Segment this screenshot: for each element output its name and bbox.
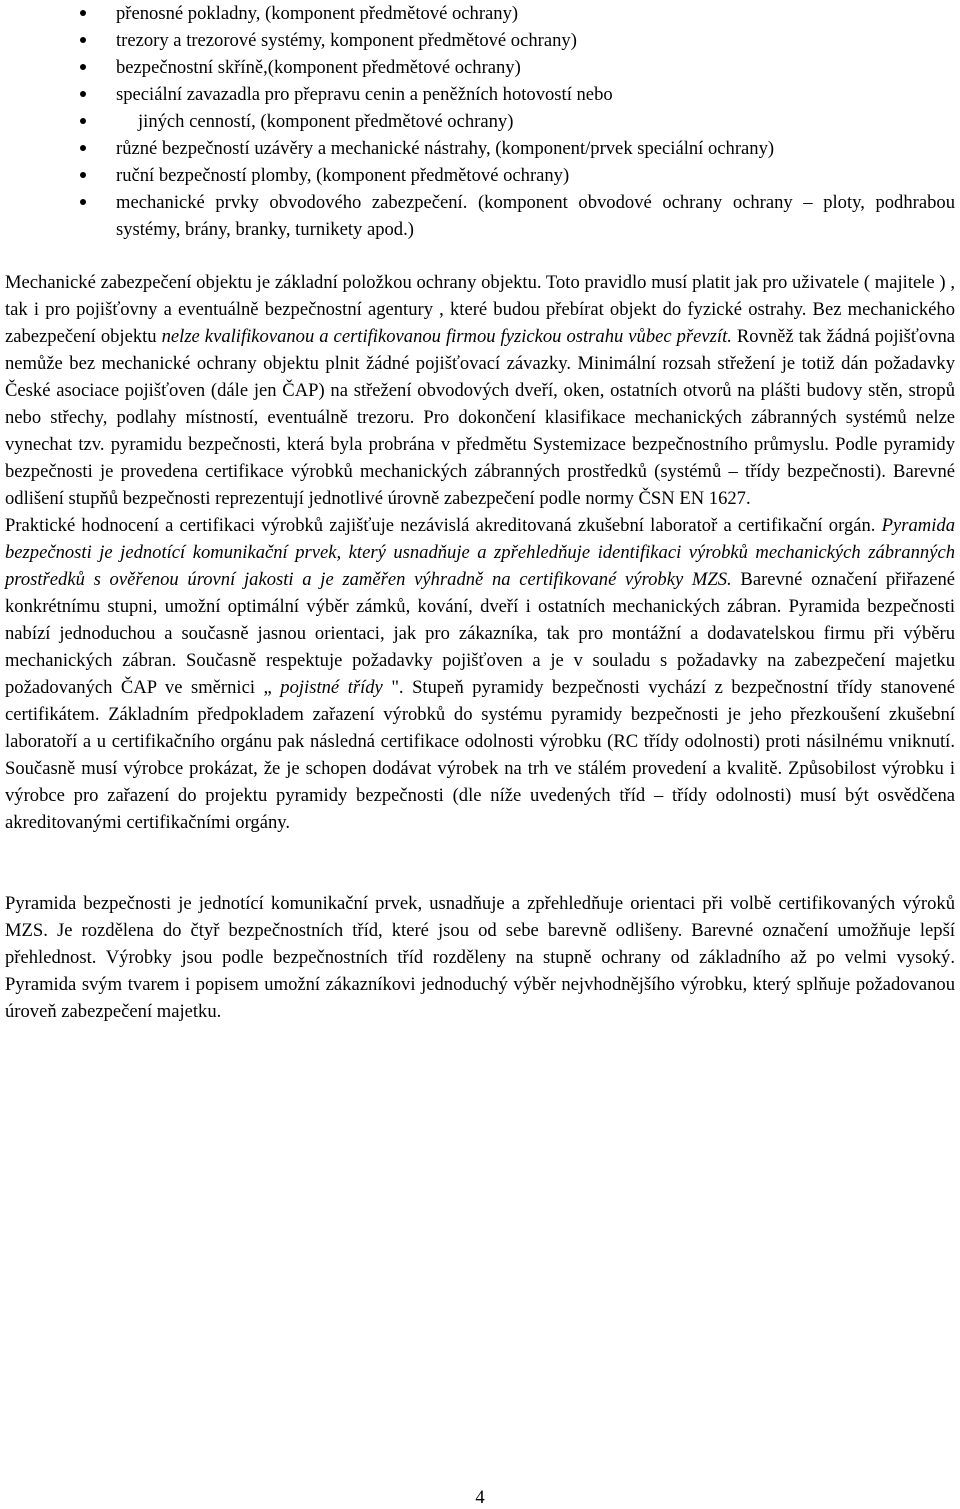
list-item: trezory a trezorové systémy, komponent předmětové ochrany) bbox=[5, 27, 955, 54]
paragraph-certification: Praktické hodnocení a certifikaci výrobků zajišťuje nezávislá akreditovaná zkušební laboratoř a certifikační orgán. Pyramida bezpečnosti je jednotící komunikační prvek, který usnadňuje a zpřehledňuje identifikaci výrobků mechanických zábranných prostředků s ověřenou úrovní jakosti a je zaměřen výhradně na certifikované výrobky MZS. Barevné označení přiřazené konkrétnímu stupni, umožní optimální výběr zámků, kování, dveří i ostatních mechanických zábran. Pyramida bezpečnosti nabízí jednoduchou a současně jasnou orientaci, jak pro zákazníka, tak pro montážní a dodavatelskou firmu při výběru mechanických zábran. Současně respektuje požadavky pojišťoven a je v souladu s požadavky na zabezpečení majetku požadovaných ČAP ve směrnici „ pojistné třídy ". Stupeň pyramidy bezpečnosti vychází z bezpečnostní třídy stanovené certifikátem. Základním předpokladem zařazení výrobků do systému pyramidy bezpečnosti je jeho přezkoušení zkušební laboratoří a u certifikačního orgánu pak následná certifikace odolnosti výrobku (RC třídy odolnosti) proti násilnému vniknutí. Současně musí výrobce prokázat, že je schopen dodávat výrobek na trh ve stálém provedení a kvalitě. Způsobilost výrobku i výrobce pro zařazení do projektu pyramidy bezpečnosti (dle níže uvedených tříd – třídy odolnosti) musí být osvědčena akreditovanými certifikačními orgány. bbox=[5, 515, 955, 833]
bullet-icon bbox=[80, 10, 86, 16]
page-number: 4 bbox=[475, 1487, 485, 1508]
list-item: speciální zavazadla pro přepravu cenin a peněžních hotovostí nebo bbox=[5, 81, 955, 108]
bullet-icon bbox=[80, 199, 86, 205]
bullet-icon bbox=[80, 37, 86, 43]
list-item: bezpečnostní skříně,(komponent předmětové ochrany) bbox=[5, 54, 955, 81]
bullet-icon bbox=[80, 91, 86, 97]
document-page bbox=[5, 0, 955, 1025]
bullet-icon bbox=[80, 172, 86, 178]
paragraph-mechanical-security: Mechanické zabezpečení objektu je základní položkou ochrany objektu. Toto pravidlo musí platit jak pro uživatele ( majitele ) , tak i pro pojišťovny a eventuálně bezpečnostní agentury , které budou přebírat objekt do fyzické ostrahy. Bez mechanického zabezpečení objektu nelze kvalifikovanou a certifikovanou firmou fyzickou ostrahu vůbec převzít. Rovněž tak žádná pojišťovna nemůže bez mechanické ochrany objektu plnit žádné pojišťovací závazky. Minimální rozsah střežení je totiž dán požadavky České asociace pojišťoven (dále jen ČAP) na střežení obvodových dveří, oken, ostatních otvorů na plášti budovy stěn, stropů nebo střechy, podlahy místností, eventuálně trezoru. Pro dokončení klasifikace mechanických zábranných systémů nelze vynechat tzv. pyramidu bezpečnosti, která byla probrána v předmětu Systemizace bezpečnostního průmyslu. Podle pyramidy bezpečnosti je provedena certifikace výrobků mechanických zábranných prostředků (systémů – třídy bezpečnosti). Barevné odlišení stupňů bezpečnosti reprezentují jednotlivé úrovně zabezpečení podle normy ČSN EN 1627. bbox=[5, 272, 955, 509]
bullet-icon bbox=[80, 64, 86, 70]
list-item: jiných cenností, (komponent předmětové ochrany) bbox=[5, 108, 955, 135]
list-item: přenosné pokladny, (komponent předmětové ochrany) bbox=[5, 0, 955, 27]
bullet-icon bbox=[80, 145, 86, 151]
list-item: mechanické prvky obvodového zabezpečení. (komponent obvodové ochrany ochrany – ploty, podhrabou systémy, brány, branky, turnikety apod.) bbox=[5, 189, 955, 243]
list-item: různé bezpečností uzávěry a mechanické nástrahy, (komponent/prvek speciální ochrany) bbox=[5, 135, 955, 162]
list-item: ruční bezpečností plomby, (komponent předmětové ochrany) bbox=[5, 162, 955, 189]
paragraph-security-pyramid: Pyramida bezpečnosti je jednotící komunikační prvek, usnadňuje a zpřehledňuje orientaci při volbě certifikovaných výroků MZS. Je rozdělena do čtyř bezpečnostních tříd, které jsou od sebe barevně odlišeny. Barevné označení umožňuje lepší přehlednost. Výrobky jsou podle bezpečnostních tříd rozděleny na stupně ochrany od základního až po velmi vysoký. Pyramida svým tvarem i popisem umožní zákazníkovi jednoduchý výběr nejvhodnějšího výrobku, který splňuje požadovanou úroveň zabezpečení majetku. bbox=[5, 893, 955, 1022]
bullet-list bbox=[5, 0, 955, 243]
bullet-icon bbox=[80, 118, 86, 124]
